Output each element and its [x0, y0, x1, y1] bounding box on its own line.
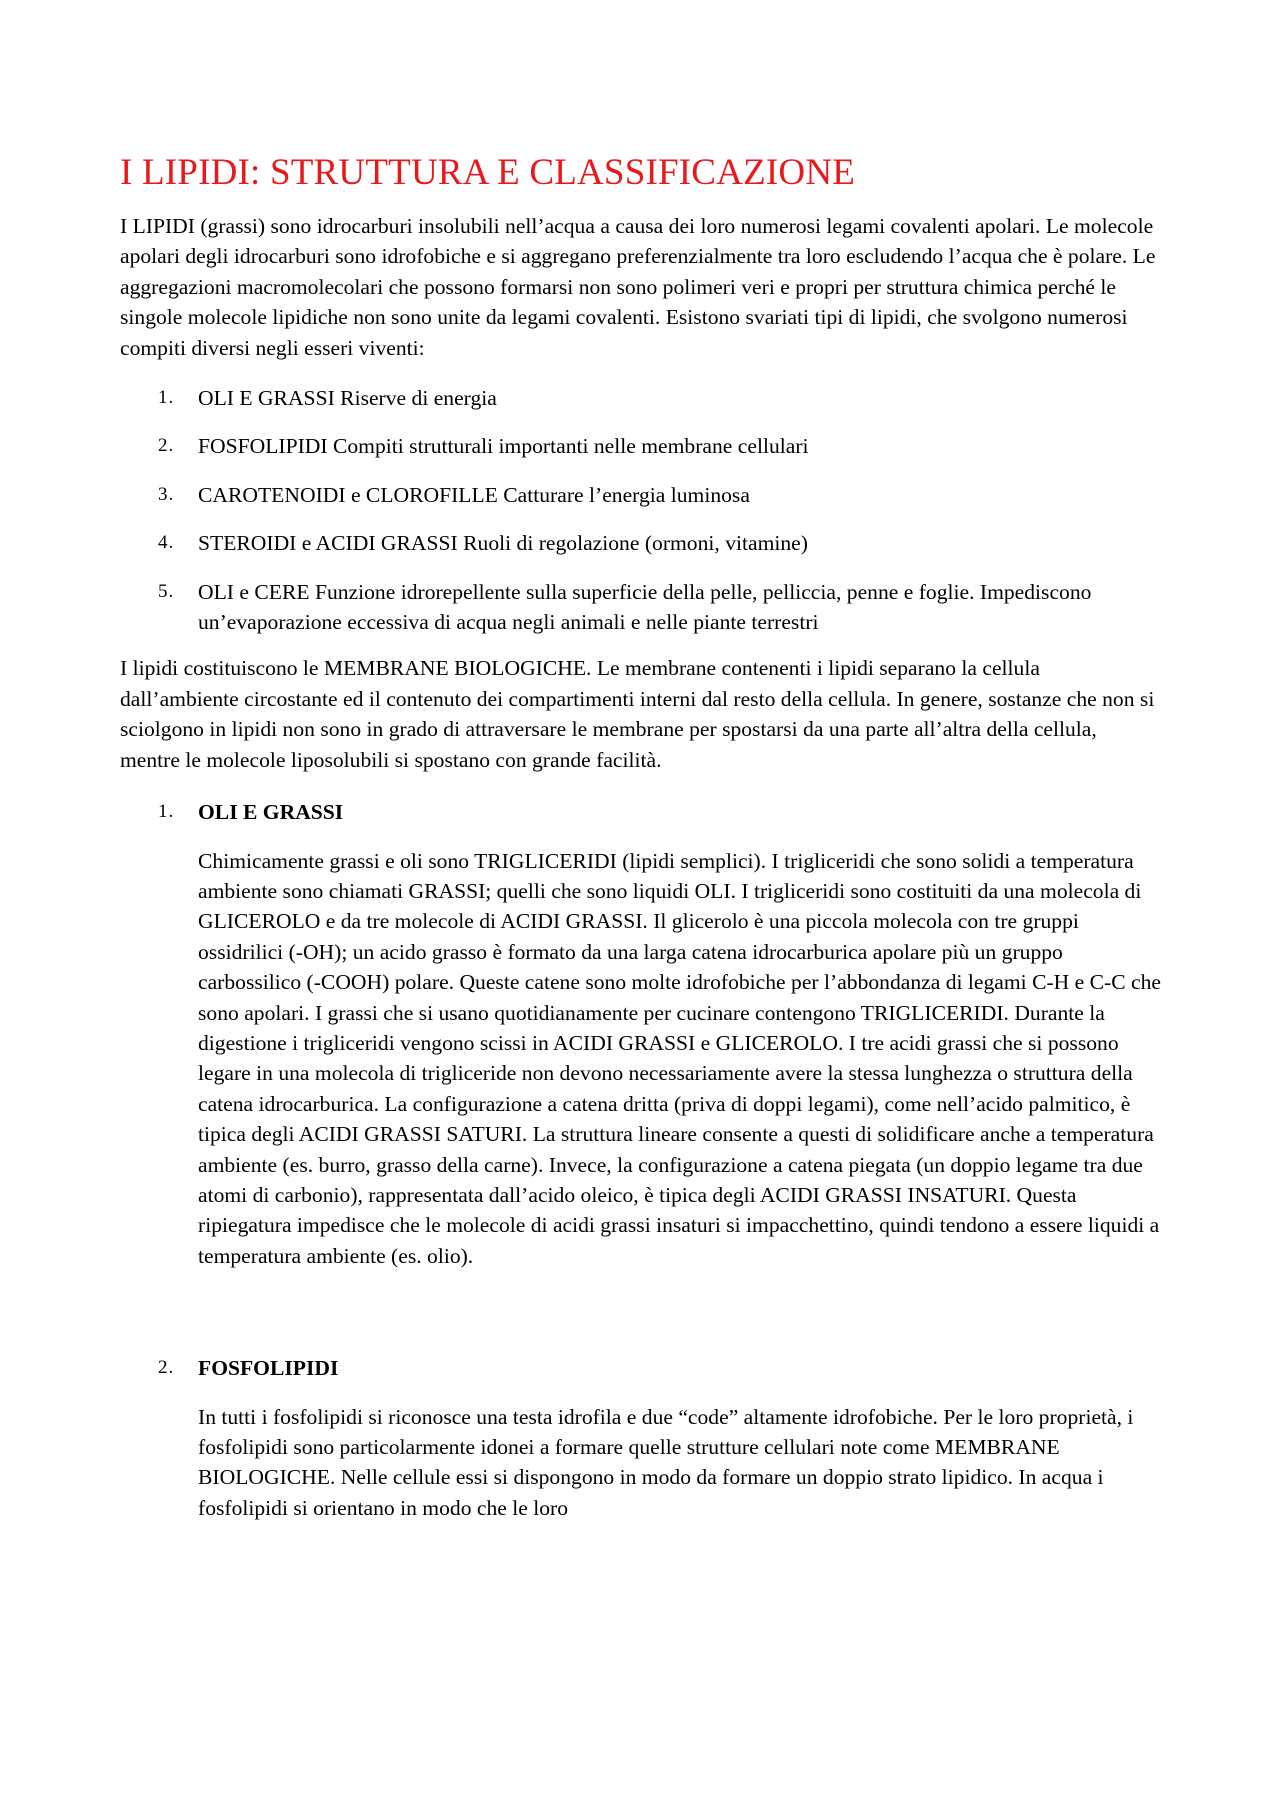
section-heading — [158, 1353, 1162, 1383]
list-item-text: CAROTENOIDI e CLOROFILLE Catturare l’energia luminosa — [198, 482, 750, 507]
list-item-text: STEROIDI e ACIDI GRASSI Ruoli di regolazione (ormoni, vitamine) — [198, 531, 808, 556]
list-item — [120, 577, 1162, 638]
list-item-text: FOSFOLIPIDI Compiti strutturali importanti nelle membrane cellulari — [198, 434, 809, 459]
section-fosfolipidi — [120, 1353, 1162, 1523]
membrane-paragraph: I lipidi costituiscono le MEMBRANE BIOLOGICHE. Le membrane contenenti i lipidi separano la cellula dall’ambiente circostante ed il contenuto dei compartimenti interni dal resto della cellula. In genere, sostanze che non si sciolgono in lipidi non sono in grado di attraversare le membrane per spostarsi da una parte all’altra della cellula, mentre le molecole liposolubili si spostano con grande facilità. — [120, 656, 1155, 772]
list-item — [120, 528, 1162, 558]
list-item-number: 3. — [158, 483, 175, 505]
intro-paragraph: I LIPIDI (grassi) sono idrocarburi insolubili nell’acqua a causa dei loro numerosi legami covalenti apolari. Le molecole apolari degli idrocarburi sono idrofobiche e si aggregano preferenzialmente tra loro escludendo l’acqua che è polare. Le aggregazioni macromolecolari che possono formarsi non sono polimeri veri e propri per struttura chimica perché le singole molecole lipidiche non sono unite da legami covalenti. Esistono svariati tipi di lipidi, che svolgono numerosi compiti diversi negli esseri viventi: — [120, 214, 1156, 360]
list-item — [120, 480, 1162, 510]
section-heading-text: FOSFOLIPIDI — [198, 1356, 339, 1381]
section-oli-e-grassi — [120, 797, 1162, 1271]
list-item — [120, 431, 1162, 461]
section-heading-text: OLI E GRASSI — [198, 800, 344, 825]
section-heading — [158, 797, 1162, 827]
list-item — [120, 383, 1162, 413]
section-body: In tutti i fosfolipidi si riconosce una testa idrofila e due “code” altamente idrofobiche. Per le loro proprietà, i fosfolipidi sono particolarmente idonei a formare quelle strutture cellulari note come MEMBRANE BIOLOGICHE. Nelle cellule essi si dispongono in modo da formare un doppio strato lipidico. In acqua i fosfolipidi si orientano in modo che le loro — [198, 1404, 1134, 1520]
lipid-types-list — [120, 383, 1162, 637]
list-item-number: 1. — [158, 387, 175, 409]
list-item-text: OLI E GRASSI Riserve di energia — [198, 386, 497, 411]
list-item-number: 4. — [158, 532, 175, 554]
section-body: Chimicamente grassi e oli sono TRIGLICERIDI (lipidi semplici). I trigliceridi che sono solidi a temperatura ambiente sono chiamati GRASSI; quelli che sono liquidi OLI. I trigliceridi sono costituiti da una molecola di GLICEROLO e da tre molecole di ACIDI GRASSI. Il glicerolo è una piccola molecola con tre gruppi ossidrilici (-OH); un acido grasso è formato da una larga catena idrocarburica apolare più un gruppo carbossilico (-COOH) polare. Queste catene sono molte idrofobiche per l’abbondanza di legami C-H e C-C che sono apolari. I grassi che si usano quotidianamente per cucinare contengono TRIGLICERIDI. Durante la digestione i trigliceridi vengono scissi in ACIDI GRASSI e GLICEROLO. I tre acidi grassi che si possono legare in una molecola di trigliceride non devono necessariamente avere la stessa lunghezza o struttura della catena idrocarburica. La configurazione a catena dritta (priva di doppi legami), come nell’acido palmitico, è tipica degli ACIDI GRASSI SATURI. La struttura lineare consente a questi di solidificare anche a temperatura ambiente (es. burro, grasso della carne). Invece, la configurazione a catena piegata (un doppio legame tra due atomi di carbonio), rappresentata dall’acido oleico, è tipica degli ACIDI GRASSI INSATURI. Questa ripiegatura impedisce che le molecole di acidi grassi insaturi si impacchettino, quindi tendono a essere liquidi a temperatura ambiente (es. olio). — [198, 848, 1161, 1268]
section-number: 2. — [158, 1357, 175, 1379]
list-item-text: OLI e CERE Funzione idrorepellente sulla superficie della pelle, pelliccia, penne e foglie. Impediscono un’evaporazione eccessiva di acqua negli animali e nelle piante terrestri — [198, 579, 1092, 635]
page-title: I LIPIDI: STRUTTURA E CLASSIFICAZIONE — [120, 152, 856, 193]
list-item-number: 2. — [158, 435, 175, 457]
list-item-number: 5. — [158, 580, 175, 602]
section-number: 1. — [158, 801, 175, 823]
